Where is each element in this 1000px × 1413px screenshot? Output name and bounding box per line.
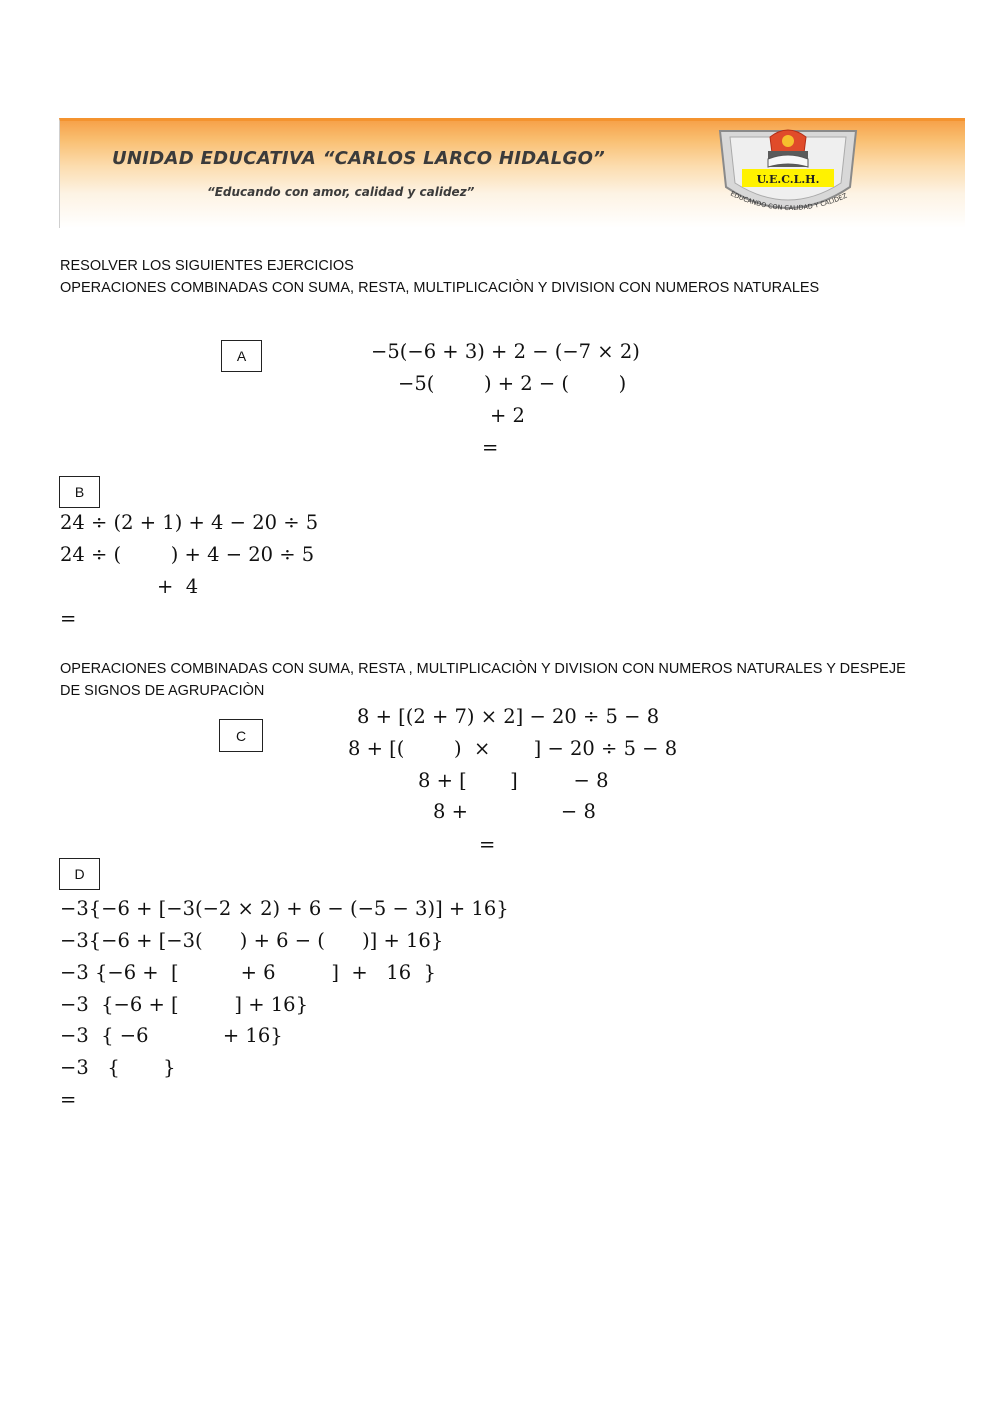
exercise-b-line-4: = (60, 607, 77, 630)
exercise-b-line-2: 24 ÷ ( ) + 4 − 20 ÷ 5 (60, 543, 315, 566)
exercise-a-line-2: −5( ) + 2 − ( ) (398, 372, 627, 395)
exercise-b-line-3: + 4 (157, 575, 199, 598)
exercise-c-line-1: 8 + [(2 + 7) × 2] − 20 ÷ 5 − 8 (357, 705, 660, 728)
exercise-d-label: D (59, 858, 100, 890)
exercise-d-line-5: −3 { −6 + 16} (60, 1024, 283, 1047)
school-motto: “Educando con amor, calidad y calidez” (207, 185, 475, 199)
instruction-line-1: RESOLVER LOS SIGUIENTES EJERCICIOS (60, 258, 354, 274)
exercise-b-label: B (59, 476, 100, 508)
school-name: UNIDAD EDUCATIVA “CARLOS LARCO HIDALGO” (112, 148, 606, 169)
instruction-line-2: OPERACIONES COMBINADAS CON SUMA, RESTA, MULTIPLICACIÒN Y DIVISION CON NUMEROS NATURALES (60, 280, 820, 296)
section2-line-1: OPERACIONES COMBINADAS CON SUMA, RESTA , MULTIPLICACIÒN Y DIVISION CON NUMEROS NATURALES Y DESPEJE (60, 661, 906, 677)
school-banner (59, 118, 965, 228)
exercise-d-line-1: −3{−6 + [−3(−2 × 2) + 6 − (−5 − 3)] + 16} (60, 897, 509, 920)
exercise-c-line-2: 8 + [( ) × ] − 20 ÷ 5 − 8 (348, 737, 678, 760)
exercise-c-label: C (219, 719, 263, 752)
exercise-a-line-1: −5(−6 + 3) + 2 − (−7 × 2) (371, 340, 640, 363)
exercise-c-line-3: 8 + [ ] − 8 (418, 769, 609, 792)
emblem-text: U.E.C.L.H. (756, 173, 820, 186)
exercise-a-line-4: = (482, 436, 499, 459)
exercise-d-line-3: −3 {−6 + [ + 6 ] + 16 } (60, 961, 436, 984)
exercise-c-line-4: 8 + − 8 (433, 800, 596, 823)
exercise-c-line-5: = (479, 833, 496, 856)
exercise-d-line-2: −3{−6 + [−3( ) + 6 − ( )] + 16} (60, 929, 444, 952)
section2-line-2: DE SIGNOS DE AGRUPACIÒN (60, 683, 265, 699)
exercise-a-line-3: + 2 (490, 404, 525, 427)
exercise-d-line-7: = (60, 1088, 77, 1111)
exercise-d-line-4: −3 {−6 + [ ] + 16} (60, 993, 308, 1016)
exercise-a-label: A (221, 340, 262, 372)
svg-text:EDUCANDO CON CALIDAD Y CALIDEZ (729, 190, 849, 212)
emblem-motto-curve (726, 183, 856, 223)
emblem-motto: EDUCANDO CON CALIDAD Y CALIDEZ (729, 189, 849, 213)
exercise-b-line-1: 24 ÷ (2 + 1) + 4 − 20 ÷ 5 (60, 511, 319, 534)
exercise-d-line-6: −3 { } (60, 1056, 176, 1079)
